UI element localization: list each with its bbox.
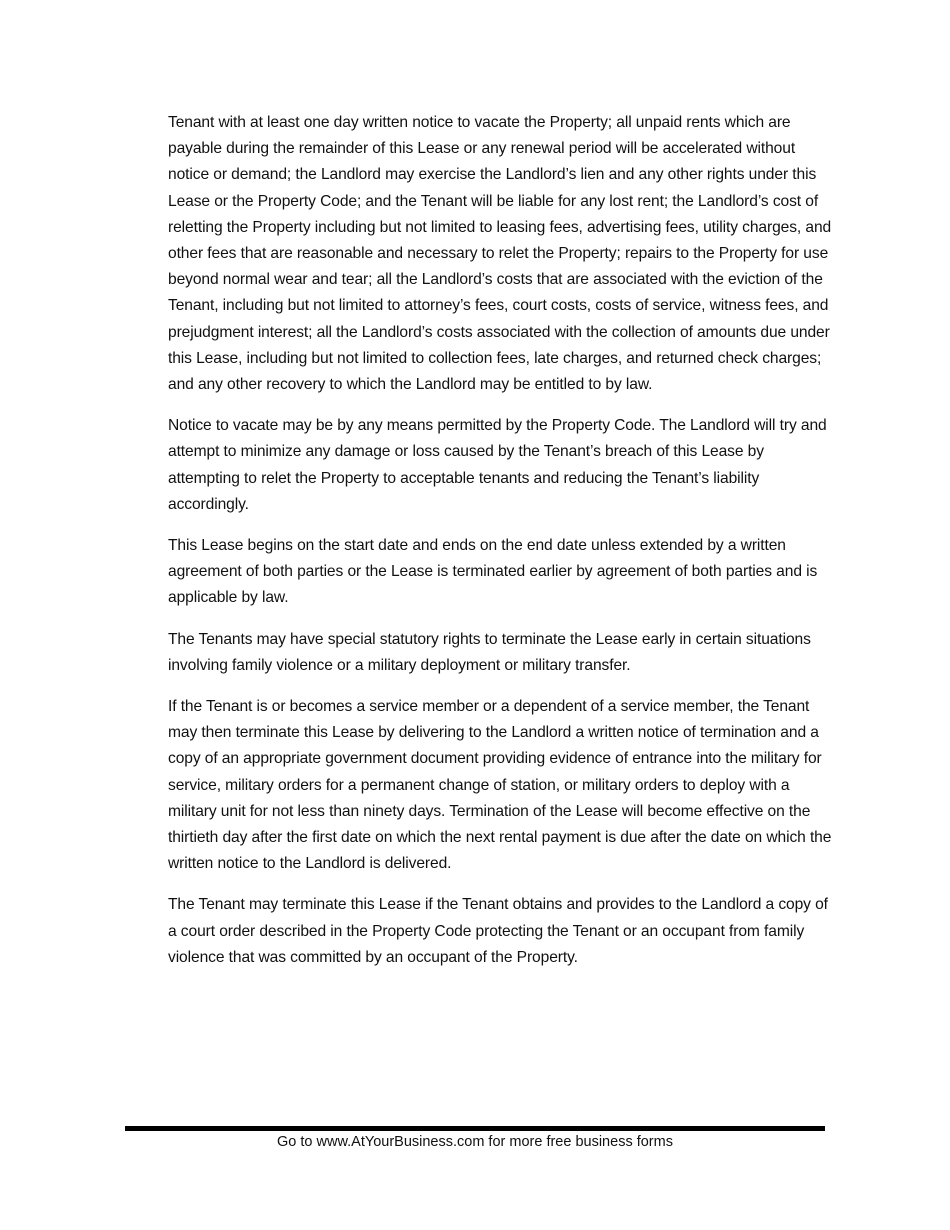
document-body xyxy=(168,110,836,986)
paragraph-notice-to-vacate: Notice to vacate may be by any means permitted by the Property Code. The Landlord will try and attempt to minimize any damage or loss caused by the Tenant’s breach of this Lease by attempting to relet the Property to acceptable tenants and reducing the Tenant’s liability accordingly. xyxy=(168,417,827,513)
paragraph-lease-breach-remedies: Tenant with at least one day written notice to vacate the Property; all unpaid rents which are payable during the remainder of this Lease or any renewal period will be accelerated without notice or demand; the Landlord may exercise the Landlord’s lien and any other rights under this Lease or the Property Code; and the Tenant will be liable for any lost rent; the Landlord’s cost of reletting the Property including but not limited to leasing fees, advertising fees, utility charges, and other fees that are reasonable and necessary to relet the Property; repairs to the Property for use beyond normal wear and tear; all the Landlord’s costs that are associated with the eviction of the Tenant, including but not limited to attorney’s fees, court costs, costs of service, witness fees, and prejudgment interest; all the Landlord’s costs associated with the collection of amounts due under this Lease, including but not limited to collection fees, late charges, and returned check charges; and any other recovery to which the Landlord may be entitled to by law. xyxy=(168,114,832,394)
footer-text: Go to www.AtYourBusiness.com for more free business forms xyxy=(277,1134,673,1150)
footer-divider xyxy=(125,1126,825,1131)
paragraph-statutory-rights: The Tenants may have special statutory rights to terminate the Lease early in certain situations involving family violence or a military deployment or military transfer. xyxy=(168,630,811,674)
paragraph-military-termination: If the Tenant is or becomes a service member or a dependent of a service member, the Tenant may then terminate this Lease by delivering to the Landlord a written notice of termination and a copy of an appropriate government document providing evidence of entrance into the military for service, military orders for a permanent change of station, or military orders to deploy with a military unit for not less than ninety days. Termination of the Lease will become effective on the thirtieth day after the first date on which the next rental payment is due after the date on which the written notice to the Landlord is delivered. xyxy=(168,698,832,873)
paragraph-lease-term: This Lease begins on the start date and ends on the end date unless extended by a written agreement of both parties or the Lease is terminated earlier by agreement of both parties and is applicable by law. xyxy=(168,537,818,607)
paragraph-family-violence-termination: The Tenant may terminate this Lease if the Tenant obtains and provides to the Landlord a copy of a court order described in the Property Code protecting the Tenant or an occupant from family violence that was committed by an occupant of the Property. xyxy=(168,896,828,966)
